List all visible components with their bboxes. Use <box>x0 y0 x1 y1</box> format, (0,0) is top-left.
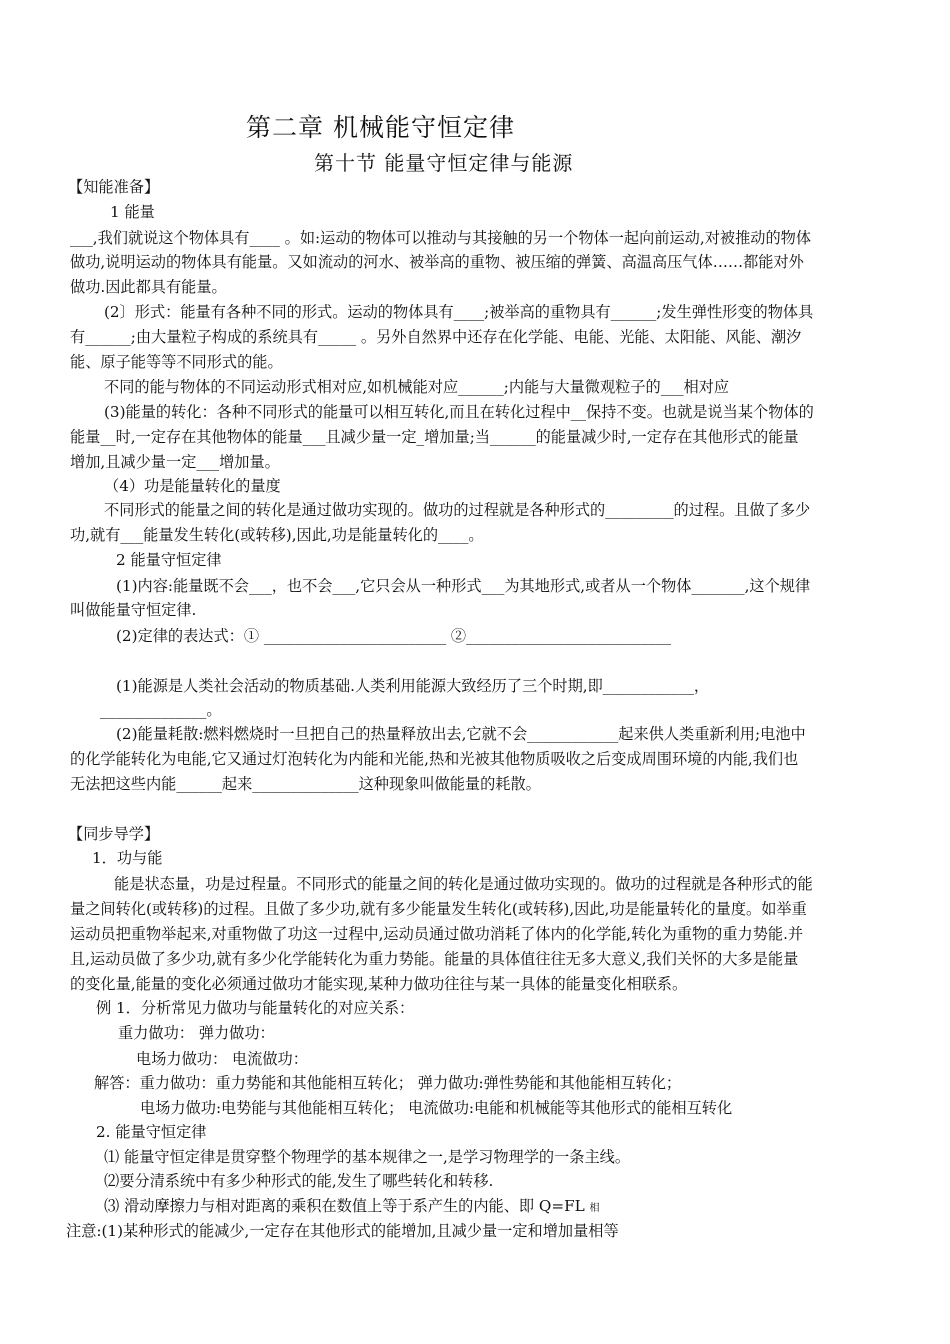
text-line: 不同的能与物体的不同运动形式相对应,如机械能对应______;内能与大量微观粒子的___相对应 <box>104 378 730 396</box>
formula-line: ⑶ 滑动摩擦力与相对距离的乘积在数值上等于系产生的内能、即 Q=FL <box>104 1197 585 1215</box>
text-line: 注意:(1)某种形式的能减少,一定存在其他形式的能增加,且减少量一定和增加量相等 <box>66 1222 619 1240</box>
subscript-text: 相 <box>589 1203 600 1214</box>
heading-sync-guide: 【同步导学】 <box>68 825 160 843</box>
text-line: 能是状态量，功是过程量。不同形式的能量之间的转化是通过做功实现的。做功的过程就是各种形式的能 <box>114 875 813 893</box>
text-line: 2. 能量守恒定律 <box>96 1123 207 1141</box>
chapter-title: 第二章 机械能守恒定律 <box>246 113 515 142</box>
text-line: (3)能量的转化：各种不同形式的能量可以相互转化,而且在转化过程中__保持不变。也就是说当某个物体的 <box>104 403 814 421</box>
section-title: 第十节 能量守恒定律与能源 <box>314 151 574 175</box>
text-line: 且,运动员做了多少功,就有多少化学能转化为重力势能。能量的具体值往往无多大意义,我们关怀的大多是能量 <box>70 950 799 968</box>
text-line: 能、原子能等等不同形式的能。 <box>70 353 283 371</box>
text-line: 量之间转化(或转移)的过程。且做了多少功,就有多少能量发生转化(或转移),因此,功是能量转化的量度。如举重 <box>70 900 807 918</box>
text-line: 做功,说明运动的物体具有能量。又如流动的河水、被举高的重物、被压缩的弹簧、高温高压气体……都能对外 <box>70 253 804 271</box>
text-line <box>104 1196 600 1219</box>
text-line: 的变化量,能量的变化必须通过做功才能实现,某种力做功往往与某一具体的能量变化相联系。 <box>70 975 688 993</box>
text-line: 叫做能量守恒定律. <box>70 601 197 619</box>
text-line: 有______;由大量粒子构成的系统具有_____ 。另外自然界中还存在化学能、电能、光能、太阳能、风能、潮汐 <box>70 328 802 346</box>
text-line: 做功.因此都具有能量。 <box>70 278 227 296</box>
text-line: 无法把这些内能______起来______________这种现象叫做能量的耗散。 <box>70 775 541 793</box>
text-line: 电场力做功:电势能与其他能相互转化； 电流做功:电能和机械能等其他形式的能相互转化 <box>140 1099 733 1117</box>
text-line: (1)内容:能量既不会___，也不会___,它只会从一种形式___为其地形式,或者从一个物体_______,这个规律 <box>116 577 811 595</box>
text-line: (1)能源是人类社会活动的物质基础.人类利用能源大致经历了三个时期,即____________， <box>116 677 710 695</box>
text-line: 1．功与能 <box>92 849 163 867</box>
text-line: ___,我们就说这个物体具有____ 。如:运动的物体可以推动与其接触的另一个物体一起向前运动,对被推动的物体 <box>70 229 812 247</box>
text-line: 功,就有___能量发生转化(或转移),因此,功是能量转化的____。 <box>70 526 484 544</box>
text-line: (2〕形式：能量有各种不同的形式。运动的物体具有____;被举高的重物具有______;发生弹性形变的物体具 <box>104 303 814 321</box>
text-line: 的化学能转化为电能,它又通过灯泡转化为内能和光能,热和光被其他物质吸收之后变成周围环境的内能,我们也 <box>70 750 799 768</box>
text-line: 运动员把重物举起来,对重物做了功这一过程中,运动员通过做功消耗了体内的化学能,转化为重物的重力势能.并 <box>70 925 804 943</box>
text-line: 能量__时,一定存在其他物体的能量___且减少量一定_增加量;当______的能量减少时,一定存在其他形式的能量 <box>70 428 799 446</box>
heading-preparation: 【知能准备】 <box>68 178 160 196</box>
text-line: 例 1．分析常见力做功与能量转化的对应关系： <box>96 999 415 1017</box>
text-line: （4）功是能量转化的量度 <box>104 477 281 495</box>
text-line: (2)能量耗散:燃料燃烧时一旦把自己的热量释放出去,它就不会____________起来供人类重新利用;电池中 <box>116 725 806 743</box>
text-line: 重力做功： 弹力做功： <box>118 1024 275 1042</box>
text-line: (2)定律的表达式：① ________________________ ②___________________________ <box>116 627 672 645</box>
text-line: 解答：重力做功：重力势能和其他能相互转化； 弹力做功:弹性势能和其他能相互转化； <box>94 1074 682 1092</box>
text-line: 2 能量守恒定律 <box>116 551 222 569</box>
text-line: 增加,且减少量一定___增加量。 <box>70 453 280 471</box>
text-line: 1 能量 <box>110 203 155 221</box>
text-line: ______________。 <box>100 701 222 719</box>
text-line: ⑴ 能量守恒定律是贯穿整个物理学的基本规律之一,是学习物理学的一条主线。 <box>104 1148 631 1166</box>
text-line: ⑵要分清系统中有多少种形式的能,发生了哪些转化和转移. <box>104 1172 494 1190</box>
text-line: 不同形式的能量之间的转化是通过做功实现的。做功的过程就是各种形式的_________的过程。且做了多少 <box>104 501 811 519</box>
text-line: 电场力做功： 电流做功： <box>136 1050 308 1068</box>
